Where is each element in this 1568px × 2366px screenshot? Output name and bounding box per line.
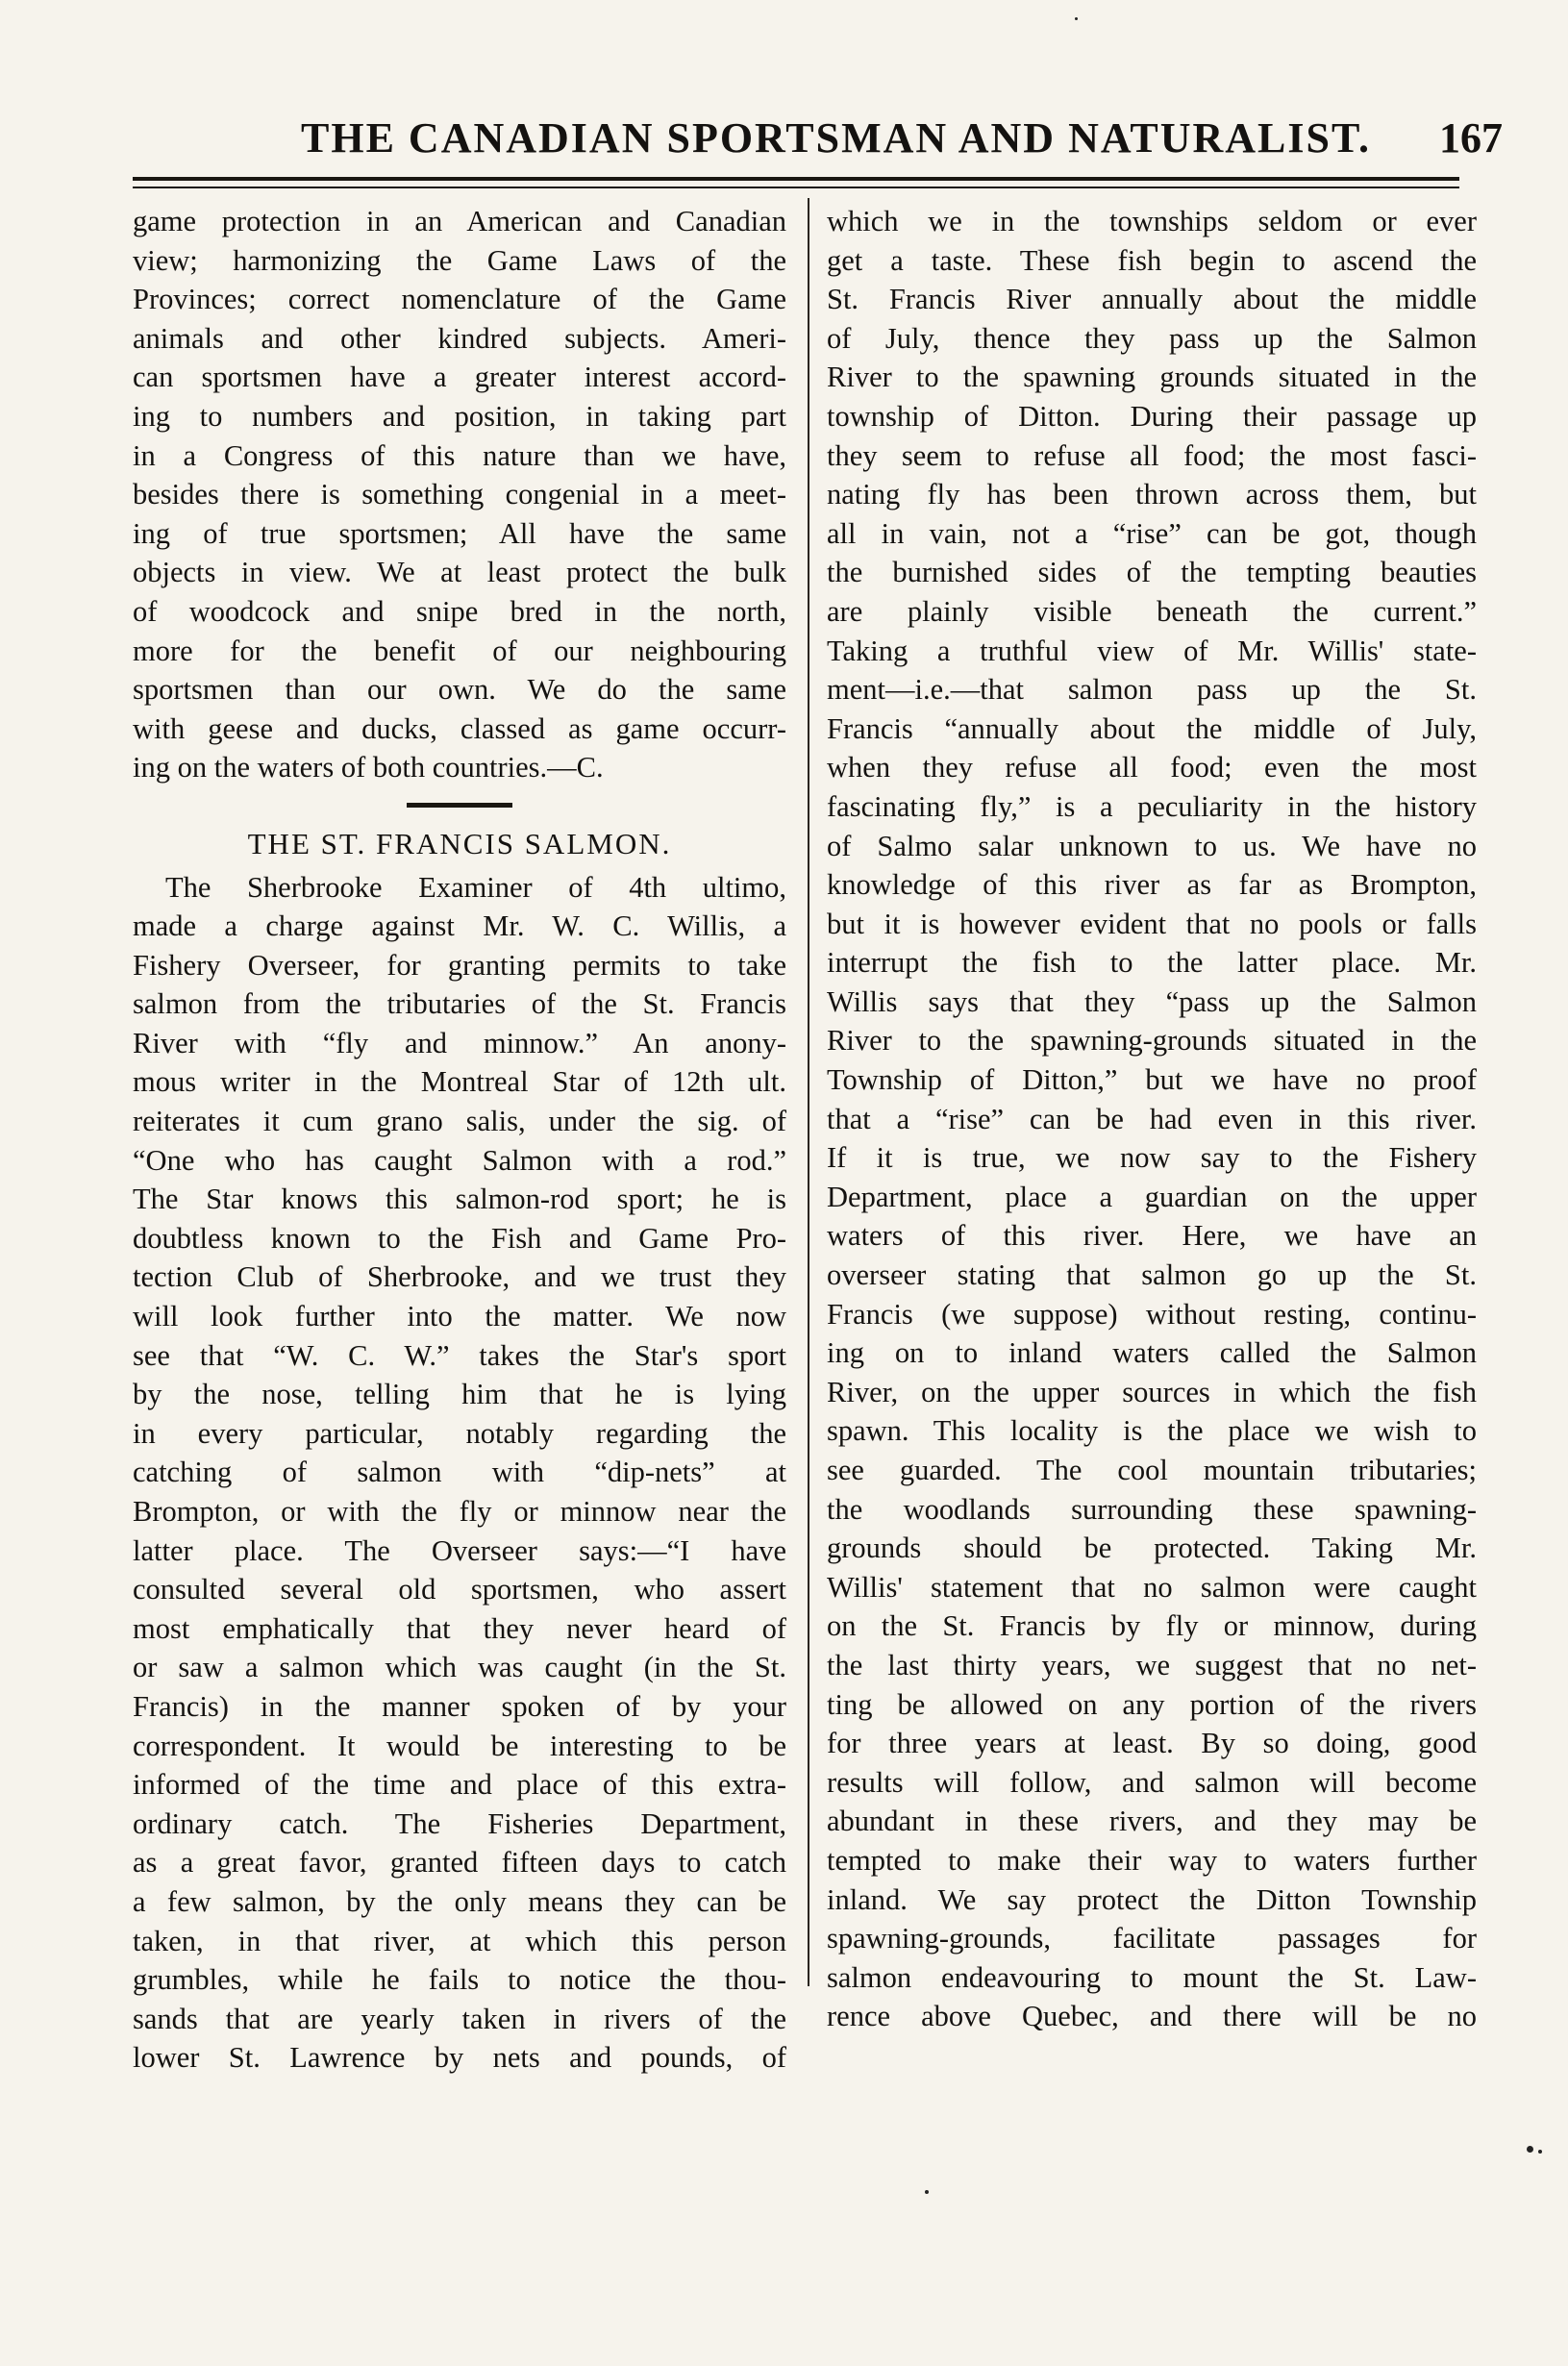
text-line: Department, place a guardian on the upper: [827, 1180, 1477, 1213]
text-line: ing on to inland waters called the Salmon: [827, 1336, 1477, 1370]
text-line: most emphatically that they never heard of: [133, 1611, 786, 1645]
text-line: made a charge against Mr. W. C. Willis, a: [133, 909, 786, 943]
text-line: animals and other kindred subjects. Ameri-: [133, 321, 786, 355]
text-line: River to the spawning-grounds situated in the: [827, 1024, 1477, 1058]
text-line: ing to numbers and position, in taking part: [133, 399, 786, 433]
text-line: interrupt the fish to the latter place. Mr.: [827, 946, 1477, 980]
text-line: when they refuse all food; even the most: [827, 751, 1477, 785]
text-line: consulted several old sportsmen, who assert: [133, 1573, 786, 1606]
text-line: township of Ditton. During their passage up: [827, 399, 1477, 433]
text-line: on the St. Francis by fly or minnow, during: [827, 1609, 1477, 1643]
text-line: see that “W. C. W.” takes the Star's sport: [133, 1338, 786, 1372]
text-line: River with “fly and minnow.” An anony-: [133, 1026, 786, 1059]
text-line: of woodcock and snipe bred in the north,: [133, 594, 786, 628]
text-line: correspondent. It would be interesting to be: [133, 1729, 786, 1762]
text-line: the burnished sides of the tempting beauties: [827, 556, 1477, 589]
text-line: fascinating fly,” is a peculiarity in the history: [827, 789, 1477, 823]
text-line: latter place. The Overseer says:—“I have: [133, 1533, 786, 1567]
text-line: salmon from the tributaries of the St. Francis: [133, 987, 786, 1021]
text-line: spawning-grounds, facilitate passages for: [827, 1922, 1477, 1955]
header-rule-thin: [133, 187, 1459, 188]
text-line: doubtless known to the Fish and Game Pro-: [133, 1221, 786, 1255]
text-line: ordinary catch. The Fisheries Department,: [133, 1806, 786, 1840]
text-line: a few salmon, by the only means they can be: [133, 1884, 786, 1918]
text-line: of July, thence they pass up the Salmon: [827, 321, 1477, 355]
text-line: by the nose, telling him that he is lying: [133, 1378, 786, 1411]
section-title: THE ST. FRANCIS SALMON.: [247, 826, 672, 860]
page-number: 167: [1439, 114, 1503, 162]
text-line: objects in view. We at least protect the bulk: [133, 556, 786, 589]
text-line: River to the spawning grounds situated in the: [827, 361, 1477, 394]
right-column: [827, 202, 1477, 2033]
text-line: they seem to refuse all food; the most fasci-: [827, 438, 1477, 472]
text-line: Willis' statement that no salmon were caught: [827, 1570, 1477, 1604]
text-line: for three years at least. By so doing, good: [827, 1727, 1477, 1760]
text-line: River, on the upper sources in which the fish: [827, 1375, 1477, 1408]
text-line: Francis) in the manner spoken of by your: [133, 1689, 786, 1723]
text-line: sportsmen than our own. We do the same: [133, 673, 786, 707]
text-line: the last thirty years, we suggest that no net-: [827, 1648, 1477, 1681]
text-line: waters of this river. Here, we have an: [827, 1219, 1477, 1253]
text-line: reiterates it cum grano salis, under the sig. of: [133, 1105, 786, 1138]
text-line: salmon endeavouring to mount the St. Law-: [827, 1960, 1477, 1994]
text-line: knowledge of this river as far as Brompton,: [827, 868, 1477, 902]
text-line: which we in the townships seldom or ever: [827, 205, 1477, 237]
text-line: Taking a truthful view of Mr. Willis' state-: [827, 634, 1477, 667]
text-line: all in vain, not a “rise” can be got, though: [827, 516, 1477, 550]
text-line: in every particular, notably regarding the: [133, 1416, 786, 1450]
print-speck: [925, 2190, 929, 2194]
text-line: more for the benefit of our neighbouring: [133, 634, 786, 667]
text-line: Provinces; correct nomenclature of the Game: [133, 283, 786, 316]
text-line: sands that are yearly taken in rivers of the: [133, 2002, 786, 2035]
text-line: The Star knows this salmon-rod sport; he is: [133, 1183, 786, 1216]
text-line: Willis says that they “pass up the Salmon: [827, 984, 1477, 1018]
left-column-article-text: [133, 868, 786, 2078]
text-line: ting be allowed on any portion of the rivers: [827, 1687, 1477, 1721]
text-line: or saw a salmon which was caught (in the St.: [133, 1651, 786, 1684]
text-line: spawn. This locality is the place we wish to: [827, 1414, 1477, 1448]
text-line: catching of salmon with “dip-nets” at: [133, 1456, 786, 1489]
left-column-text-continued: [133, 202, 786, 787]
text-line: Francis (we suppose) without resting, continu-: [827, 1297, 1477, 1331]
text-line: that a “rise” can be had even in this river.: [827, 1102, 1477, 1135]
print-speck: [1527, 2146, 1533, 2153]
text-line: overseer stating that salmon go up the St.: [827, 1258, 1477, 1292]
text-line: rence above Quebec, and there will be no: [827, 2000, 1477, 2033]
text-line: grounds should be protected. Taking Mr.: [827, 1532, 1477, 1565]
text-line: “One who has caught Salmon with a rod.”: [133, 1143, 786, 1177]
text-line: of Salmo salar unknown to us. We have no: [827, 829, 1477, 862]
section-divider-rule: [407, 803, 512, 808]
text-line: view; harmonizing the Game Laws of the: [133, 243, 786, 277]
text-line: see guarded. The cool mountain tributaries;: [827, 1454, 1477, 1486]
left-column: [133, 202, 786, 2075]
text-line: lower St. Lawrence by nets and pounds, of: [133, 2041, 786, 2075]
column-divider: [808, 198, 809, 1986]
text-line: get a taste. These fish begin to ascend the: [827, 243, 1477, 277]
text-line: in a Congress of this nature than we have,: [133, 438, 786, 472]
print-speck: [1538, 2150, 1542, 2154]
text-line: Brompton, or with the fly or minnow near the: [133, 1495, 786, 1528]
text-line: mous writer in the Montreal Star of 12th ult.: [133, 1065, 786, 1099]
text-line: tempted to make their way to waters further: [827, 1843, 1477, 1877]
text-line: game protection in an American and Canadian: [133, 205, 786, 237]
text-line: abundant in these rivers, and they may be: [827, 1805, 1477, 1838]
text-line: are plainly visible beneath the current.”: [827, 594, 1477, 628]
text-line: nating fly has been thrown across them, but: [827, 478, 1477, 511]
text-line: ment—i.e.—that salmon pass up the St.: [827, 673, 1477, 707]
right-column-text: [827, 202, 1477, 2036]
text-line: Francis “annually about the middle of July,: [827, 711, 1477, 745]
text-line: but it is however evident that no pools or falls: [827, 907, 1477, 940]
text-line: tection Club of Sherbrooke, and we trust they: [133, 1260, 786, 1294]
text-line: can sportsmen have a greater interest accord-: [133, 361, 786, 394]
text-line: grumbles, while he fails to notice the thou-: [133, 1963, 786, 1997]
header-rule-thick: [133, 177, 1459, 181]
text-line: with geese and ducks, classed as game occurr-: [133, 711, 786, 745]
text-line: as a great favor, granted fifteen days to catch: [133, 1846, 786, 1880]
text-line: St. Francis River annually about the middle: [827, 283, 1477, 316]
text-line: will look further into the matter. We now: [133, 1300, 786, 1333]
text-line: ing on the waters of both countries.—C.: [133, 751, 604, 785]
text-line: If it is true, we now say to the Fishery: [827, 1141, 1477, 1175]
text-line: taken, in that river, at which this person: [133, 1924, 786, 1957]
running-title: THE CANADIAN SPORTSMAN AND NATURALIST.: [301, 114, 1372, 162]
text-line: results will follow, and salmon will become: [827, 1765, 1477, 1799]
text-line: informed of the time and place of this extra-: [133, 1768, 786, 1802]
text-line: inland. We say protect the Ditton Township: [827, 1882, 1477, 1916]
text-line: besides there is something congenial in a meet-: [133, 478, 786, 511]
text-line: ing of true sportsmen; All have the same: [133, 516, 786, 550]
text-line: the woodlands surrounding these spawning-: [827, 1492, 1477, 1526]
print-speck: [1075, 17, 1078, 20]
text-line: Township of Ditton,” but we have no proof: [827, 1063, 1477, 1097]
page-header: [113, 113, 1503, 181]
text-line: The Sherbrooke Examiner of 4th ultimo,: [165, 870, 786, 904]
text-line: Fishery Overseer, for granting permits to take: [133, 948, 786, 982]
